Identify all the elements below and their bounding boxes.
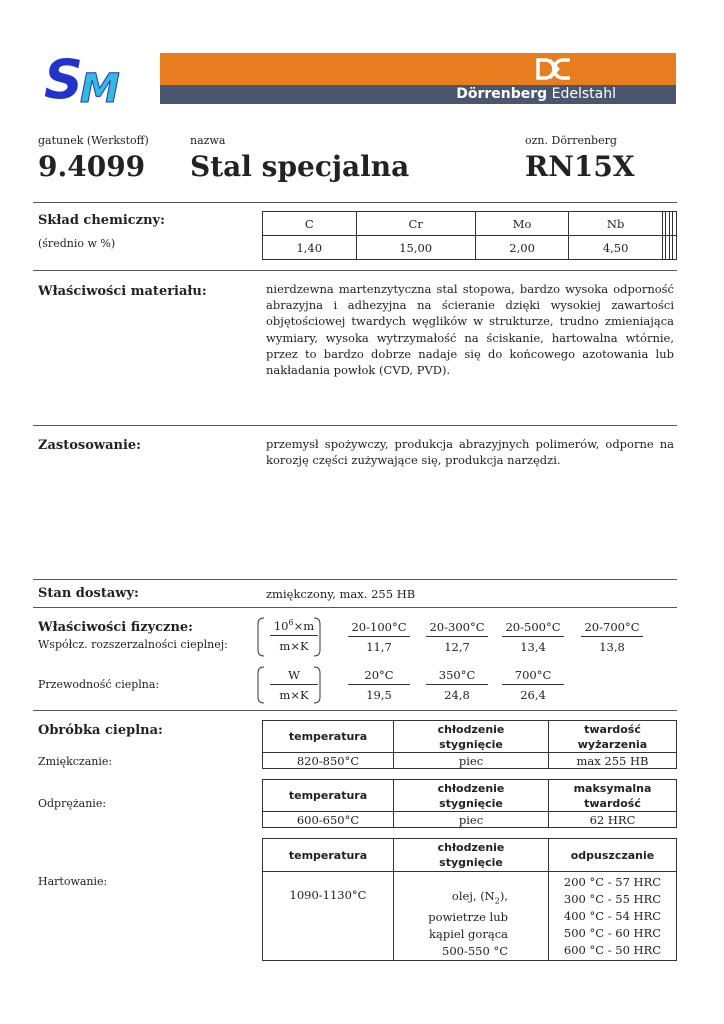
chem-element: Nb <box>569 212 663 236</box>
conductivity-label: Przewodność cieplna: <box>38 678 160 691</box>
brand-name: Dörrenberg Edelstahl <box>456 86 616 102</box>
tempering-step: 600 °C - 50 HRC <box>563 942 662 957</box>
divider <box>33 607 677 608</box>
harden-h-cooling: chłodzenie stygnięcie <box>394 839 549 872</box>
dorrenberg-logo-icon <box>536 58 572 80</box>
grade-name: Stal specjalna <box>190 150 410 183</box>
stress-hardness: 62 HRC <box>549 812 677 828</box>
chem-title: Skład chemiczny: <box>38 213 165 228</box>
soft-table <box>262 720 677 769</box>
expansion-label: Współcz. rozszerzalności cieplnej: <box>38 638 228 651</box>
soft-label: Zmiękczanie: <box>38 755 113 768</box>
logo-letter-m: M <box>80 66 120 110</box>
chem-element: Mo <box>475 212 569 236</box>
expansion-col: $\frac{20-100^\circ C}{11,7}$ <box>348 620 410 654</box>
dorrenberg-code-label: ozn. Dörrenberg <box>525 134 617 147</box>
physical-title: Właściwości fizyczne: <box>38 620 193 635</box>
logo-letter-s: S <box>44 50 83 110</box>
werkstoff-number: 9.4099 <box>38 150 146 183</box>
chem-element: C <box>263 212 357 236</box>
soft-hardness: max 255 HB <box>549 753 677 769</box>
header-orange-band <box>160 53 676 85</box>
harden-h-tempering: odpuszczanie <box>549 839 677 872</box>
chem-element-row <box>263 212 677 236</box>
chem-element <box>673 212 677 236</box>
soft-temperature: 820-850°C <box>263 753 394 769</box>
use-title: Zastosowanie: <box>38 438 141 453</box>
tempering-step: 300 °C - 55 HRC <box>563 891 662 906</box>
harden-h-temperature: temperatura <box>263 839 394 872</box>
soft-h-temperature: temperatura <box>263 721 394 753</box>
harden-tempering-list <box>549 872 677 961</box>
stress-h-temperature: temperatura <box>263 780 394 812</box>
divider <box>33 710 677 711</box>
chem-value-row <box>263 236 677 260</box>
stress-h-hardness: maksymalna twardość <box>549 780 677 812</box>
props-text: nierdzewna martenzytyczna stal stopowa, bardzo wysoka odporność abrazyjna i adhezyjna na ścieranie dzięki wysokiej zawartości objętościowej twardych węglików w strukturze, trudno zmieniająca wymiary, wysoka wytrzymałość na ściskanie, hartowalna wtórnie, przez to bardzo dobrze nadaje się do końcowego azotowania lub nakładania powłok (CVD, PVD). <box>266 282 674 378</box>
divider <box>33 579 677 580</box>
soft-h-hardness: twardość wyżarzenia <box>549 721 677 753</box>
conductivity-unit: $\frac{W}{m\times K}$ <box>270 668 318 702</box>
name-label: nazwa <box>190 134 226 147</box>
conductivity-col: $\frac{700^\circ C}{26,4}$ <box>502 668 564 702</box>
divider <box>33 425 677 426</box>
delivery-text: zmiękczony, max. 255 HB <box>266 587 416 601</box>
tempering-step: 400 °C - 54 HRC <box>563 908 662 923</box>
conductivity-col: $\frac{350^\circ C}{24,8}$ <box>426 668 488 702</box>
chem-value: 2,00 <box>475 236 569 260</box>
dorrenberg-code: RN15X <box>525 150 635 183</box>
chem-value: 15,00 <box>356 236 475 260</box>
chem-value <box>673 236 677 260</box>
stress-label: Odprężanie: <box>38 797 107 810</box>
heat-title: Obróbka cieplna: <box>38 723 163 738</box>
soft-cooling: piec <box>394 753 549 769</box>
stress-cooling: piec <box>394 812 549 828</box>
harden-cooling: olej, $(N_2)$, powietrze lub kąpiel gorąca 500-550 °C <box>394 872 549 961</box>
conductivity-col: $\frac{20^\circ C}{19,5}$ <box>348 668 410 702</box>
divider <box>33 202 677 203</box>
harden-temperature: 1090-1130°C <box>263 872 394 961</box>
stress-h-cooling: chłodzenie stygnięcie <box>394 780 549 812</box>
stress-temperature: 600-650°C <box>263 812 394 828</box>
props-title: Właściwości materiału: <box>38 284 207 299</box>
expansion-unit-den: m×K <box>279 638 309 653</box>
use-text: przemysł spożywczy, produkcja abrazyjnych polimerów, odporne na korozję części zużywające się, produkcja narzędzi. <box>266 437 674 468</box>
harden-label: Hartowanie: <box>38 875 108 888</box>
tempering-step: 200 °C - 57 HRC <box>563 874 662 889</box>
chem-value: 4,50 <box>569 236 663 260</box>
chem-table <box>262 211 677 260</box>
chem-element: Cr <box>356 212 475 236</box>
sm-logo <box>40 50 130 110</box>
stress-table <box>262 779 677 828</box>
header-slate-band <box>160 85 676 104</box>
chem-value: 1,40 <box>263 236 357 260</box>
delivery-title: Stan dostawy: <box>38 586 139 601</box>
chem-subtitle: (średnio w %) <box>38 237 116 250</box>
expansion-col: $\frac{20-300^\circ C}{12,7}$ <box>426 620 488 654</box>
tempering-step: 500 °C - 60 HRC <box>563 925 662 940</box>
soft-h-cooling: chłodzenie stygnięcie <box>394 721 549 753</box>
expansion-col: $\frac{20-700^\circ C}{13,8}$ <box>581 620 643 654</box>
expansion-col: $\frac{20-500^\circ C}{13,4}$ <box>502 620 564 654</box>
expansion-unit-num: $10^6\times m$ <box>270 618 318 636</box>
werkstoff-label: gatunek (Werkstoff) <box>38 134 149 147</box>
expansion-unit <box>270 618 318 653</box>
divider <box>33 270 677 271</box>
harden-table <box>262 838 677 961</box>
